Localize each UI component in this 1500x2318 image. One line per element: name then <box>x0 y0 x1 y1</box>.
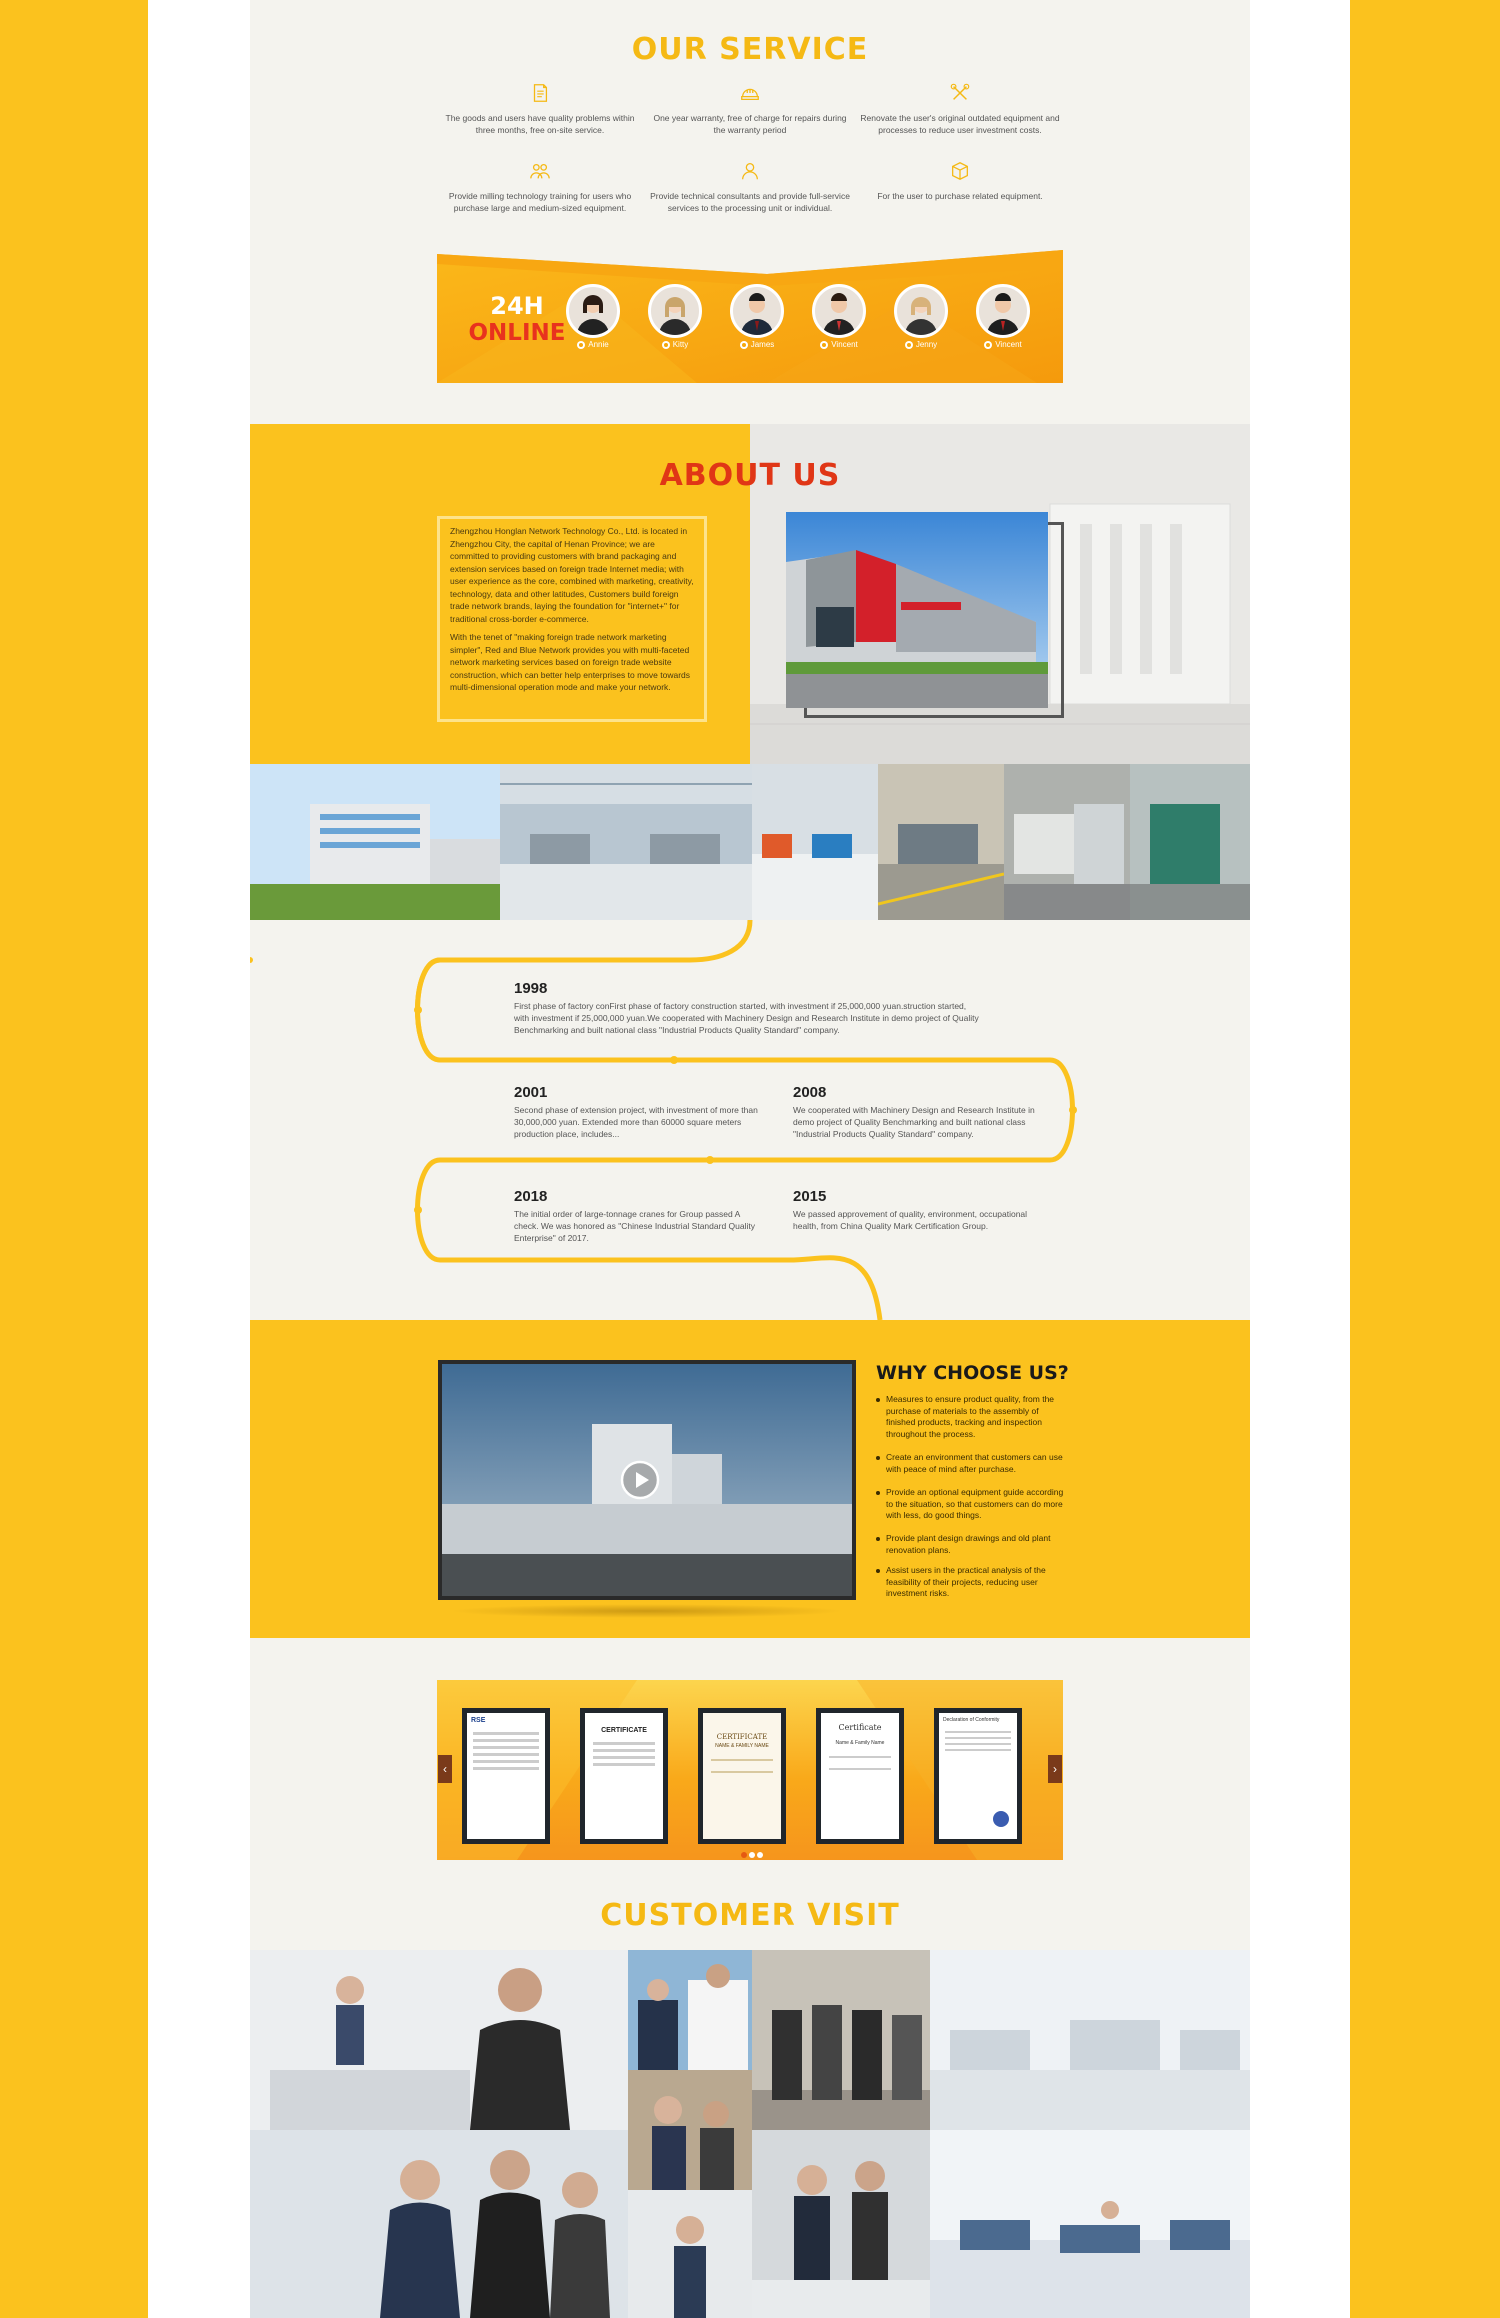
agent-name: Vincent <box>831 340 858 349</box>
strip-photo-factory-floor[interactable] <box>878 764 1004 920</box>
visit-photo-4[interactable] <box>930 1950 1250 2130</box>
carousel-prev-button[interactable] <box>438 1755 452 1783</box>
timeline-text-2015: We passed approvement of quality, environment, occupational health, from China Quality Mark Certification Group. <box>793 1209 1028 1231</box>
timeline-year-2008: 2008 <box>793 1084 827 1101</box>
page-content <box>250 0 1250 2318</box>
agent-kitty[interactable] <box>645 284 705 349</box>
certificate-5[interactable] <box>934 1708 1022 1844</box>
certificate-1[interactable] <box>462 1708 550 1844</box>
certificate-4[interactable] <box>816 1708 904 1844</box>
agent-name: Jenny <box>915 340 938 349</box>
footprint-icon <box>706 1156 714 1164</box>
why-item-1: Measures to ensure product quality, from the purchase of materials to the assembly of finished products, tracking and inspection throughout the process. <box>876 1394 1066 1440</box>
visit-photo-9[interactable] <box>930 2130 1250 2318</box>
strip-photo-cnc[interactable] <box>1130 764 1250 920</box>
timeline-year-2015: 2015 <box>793 1188 827 1205</box>
service-item-text: For the user to purchase related equipment. <box>877 191 1043 201</box>
quality-book-icon <box>529 82 551 104</box>
footprint-icon <box>414 1006 422 1014</box>
service-item-text: Provide milling technology training for users who purchase large and medium-sized equipment. <box>448 191 632 213</box>
certificate-subtitle: NAME & FAMILY NAME <box>715 1743 769 1749</box>
visit-photo-3[interactable] <box>752 1950 930 2130</box>
chevron-right-icon: › <box>1053 1762 1057 1776</box>
chat-icon <box>820 341 828 349</box>
agent-annie[interactable] <box>563 284 623 349</box>
why-title: WHY CHOOSE US? <box>876 1362 1069 1384</box>
footprint-icon <box>1069 1106 1077 1114</box>
service-item-6 <box>860 160 1060 202</box>
why-item-2: Create an environment that customers can use with peace of mind after purchase. <box>876 1452 1066 1475</box>
avatar[interactable] <box>812 284 866 338</box>
service-item-1 <box>440 82 640 136</box>
certificate-title: Declaration of Conformity <box>943 1717 1000 1723</box>
certificate-title: Certificate <box>838 1723 882 1732</box>
consultant-icon <box>739 160 761 182</box>
carousel-dot-1[interactable] <box>741 1852 747 1858</box>
visit-photo-2[interactable] <box>628 1950 752 2070</box>
training-people-icon <box>529 160 551 182</box>
agent-jenny[interactable] <box>891 284 951 349</box>
service-item-5 <box>650 160 850 214</box>
service-item-text: Renovate the user's original outdated equipment and processes to reduce user investment costs. <box>860 113 1060 135</box>
strip-photo-machines[interactable] <box>1004 764 1130 920</box>
timeline-year-2001: 2001 <box>514 1084 548 1101</box>
visit-photo-1[interactable] <box>250 1950 628 2130</box>
certificate-title: RSE <box>471 1717 486 1724</box>
play-icon[interactable] <box>620 1460 660 1500</box>
agent-name: Vincent <box>995 340 1022 349</box>
about-text-box <box>437 516 707 722</box>
factory-building-image[interactable] <box>786 512 1048 708</box>
service-item-text: The goods and users have quality problems within three months, free on-site service. <box>445 113 635 135</box>
why-item-5: Assist users in the practical analysis of the feasibility of their projects, reducing user investment risks. <box>876 1565 1066 1600</box>
avatar[interactable] <box>566 284 620 338</box>
agent-name: Annie <box>588 340 609 349</box>
agent-vincent[interactable] <box>809 284 869 349</box>
chat-icon <box>984 341 992 349</box>
online-label: ONLINE <box>468 320 566 346</box>
agent-name: James <box>750 340 775 349</box>
service-item-text: Provide technical consultants and provide full-service services to the processing unit or individual. <box>650 191 850 213</box>
why-item-3: Provide an optional equipment guide according to the situation, so that customers can do more with less, do good things. <box>876 1487 1066 1522</box>
why-item-4: Provide plant design drawings and old plant renovation plans. <box>876 1533 1066 1556</box>
timeline-text-2001: Second phase of extension project, with investment of more than 30,000,000 yuan. Extended more than 60000 square meters production place, includes... <box>514 1105 758 1139</box>
timeline-text-2018: The initial order of large-tonnage cranes for Group passed A check. We was honored as "Chinese Industrial Standard Quality Enterprise" of 2017. <box>514 1209 755 1243</box>
certificate-3[interactable] <box>698 1708 786 1844</box>
service-item-4 <box>440 160 640 214</box>
certificate-subtitle: Name & Family Name <box>835 1740 885 1746</box>
about-paragraph-2: With the tenet of "making foreign trade network marketing simpler", Red and Blue Network provides you with multi-faceted network marketing services based on foreign trade website construction, which can better help enterprises to move towards multi-dimensional operation mode and make your network. <box>450 632 691 692</box>
certificate-2[interactable] <box>580 1708 668 1844</box>
timeline-text-1998: First phase of factory conFirst phase of factory construction started, with investment if 25,000,000 yuan.struction started, with investment if 25,000,000 yuan.We cooperated with Machinery Design and Research Institute in demo project of Quality Benchmarking and built national class "Industrial Products Quality Standard" company. <box>514 1001 979 1035</box>
avatar[interactable] <box>894 284 948 338</box>
visit-photo-6[interactable] <box>250 2130 628 2318</box>
package-box-icon <box>949 160 971 182</box>
timeline-year-1998: 1998 <box>514 980 548 997</box>
carousel-dot-3[interactable] <box>757 1852 763 1858</box>
chat-icon <box>662 341 670 349</box>
carousel-dot-2[interactable] <box>749 1852 755 1858</box>
chat-icon <box>740 341 748 349</box>
certificate-title: CERTIFICATE <box>716 1733 768 1741</box>
online-24h-label: 24H <box>490 292 544 320</box>
visit-photo-7[interactable] <box>628 2190 752 2318</box>
avatar[interactable] <box>730 284 784 338</box>
agent-vincent-2[interactable] <box>973 284 1033 349</box>
chevron-left-icon: ‹ <box>443 1762 447 1776</box>
strip-photo-assembly-line[interactable] <box>752 764 878 920</box>
service-title: OUR SERVICE <box>631 32 869 67</box>
agent-james[interactable] <box>727 284 787 349</box>
visit-photo-5[interactable] <box>628 2070 752 2190</box>
helmet-icon <box>739 82 761 104</box>
footprint-icon <box>670 1056 678 1064</box>
avatar[interactable] <box>976 284 1030 338</box>
chat-icon <box>905 341 913 349</box>
carousel-next-button[interactable] <box>1048 1755 1062 1783</box>
visit-photo-8[interactable] <box>752 2130 930 2318</box>
customer-visit-title: CUSTOMER VISIT <box>600 1898 900 1933</box>
chat-icon <box>577 341 585 349</box>
timeline-text-2008: We cooperated with Machinery Design and Research Institute in demo project of Quality Benchmarking and built national class "Industrial Products Quality Standard" company. <box>793 1105 1035 1139</box>
service-item-text: One year warranty, free of charge for repairs during the warranty period <box>653 113 847 135</box>
certificate-title: CERTIFICATE <box>601 1727 647 1734</box>
avatar[interactable] <box>648 284 702 338</box>
service-item-3 <box>860 82 1060 136</box>
strip-photo-warehouse[interactable] <box>500 764 752 920</box>
service-item-2 <box>650 82 850 136</box>
about-title: ABOUT US <box>659 458 841 493</box>
tools-icon <box>949 82 971 104</box>
strip-photo-building[interactable] <box>250 764 500 920</box>
timeline-year-2018: 2018 <box>514 1188 548 1205</box>
footprint-icon <box>414 1206 422 1214</box>
agent-name: Kitty <box>672 340 689 349</box>
about-paragraph-1: Zhengzhou Honglan Network Technology Co., Ltd. is located in Zhengzhou City, the capital of Henan Province; we are committed to providing customers with brand packaging and extension services based on foreign trade Internet media; with user experience as the core, combined with marketing, creativity, technology, data and other latitudes, Customers build foreign trade network brands, laying the foundation for "internet+" for traditional cross-border e-commerce. <box>450 526 694 624</box>
